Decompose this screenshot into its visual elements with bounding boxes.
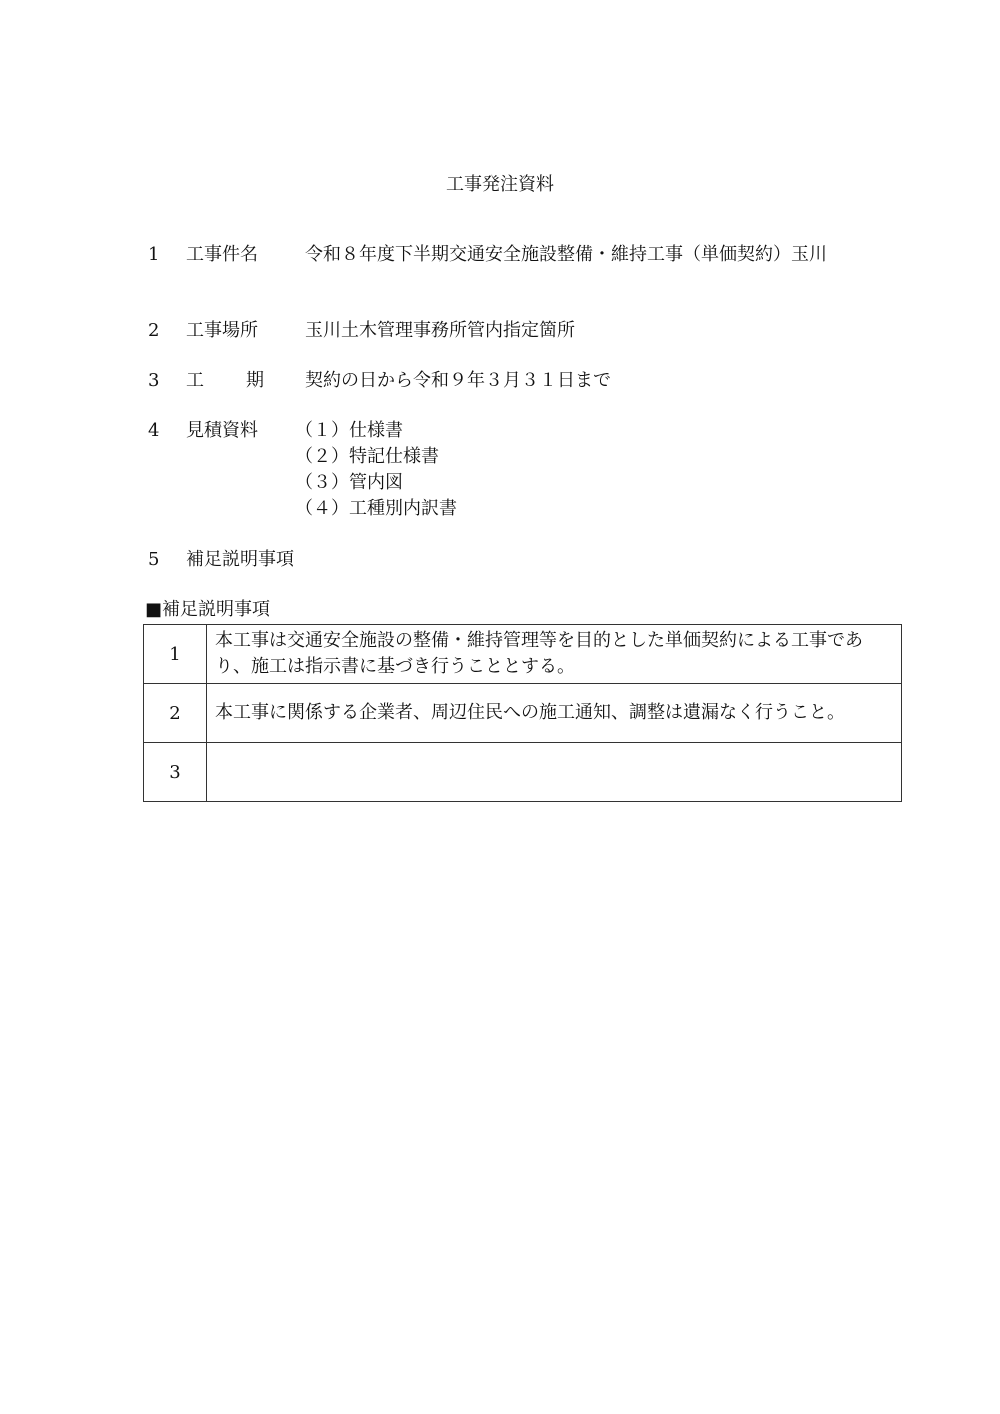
list-item: （２）特記仕様書: [295, 446, 439, 467]
section-number: 4: [148, 420, 160, 441]
construction-name-value: 令和８年度下半期交通安全施設整備・維持工事（単価契約）玉川: [305, 244, 827, 265]
section-label: 見積資料: [186, 420, 258, 441]
construction-period-value: 契約の日から令和９年３月３１日まで: [305, 370, 611, 391]
section-number: 5: [148, 549, 160, 570]
row-text: 本工事に関係する企業者、周辺住民への施工通知、調整は遺漏なく行うこと。: [207, 684, 902, 743]
section-label-part: 工: [186, 370, 204, 391]
table-row: [144, 684, 902, 743]
section-label: [186, 368, 264, 394]
section-label-part: 期: [246, 370, 264, 391]
section-number: 1: [148, 244, 160, 265]
row-number: 3: [144, 743, 207, 802]
row-number: 2: [144, 684, 207, 743]
estimate-materials-list: [295, 418, 457, 522]
table-row: [144, 625, 902, 684]
row-text: [207, 743, 902, 802]
row-text: 本工事は交通安全施設の整備・維持管理等を目的とした単価契約による工事であり、施工は指示書に基づき行うこととする。: [207, 625, 902, 684]
list-item: （４）工種別内訳書: [295, 498, 457, 519]
section-number: 2: [148, 320, 160, 341]
row-number: 1: [144, 625, 207, 684]
section-number: 3: [148, 370, 160, 391]
section-label: 補足説明事項: [186, 549, 294, 570]
section-label: 工事件名: [186, 244, 258, 265]
table-row: [144, 743, 902, 802]
construction-location-value: 玉川土木管理事務所管内指定箇所: [305, 320, 575, 341]
notes-table: [143, 624, 902, 802]
notes-table-caption: ■補足説明事項: [145, 599, 271, 620]
list-item: （１）仕様書: [295, 420, 403, 441]
document-title: 工事発注資料: [446, 174, 554, 195]
list-item: （３）管内図: [295, 472, 403, 493]
section-label: 工事場所: [186, 320, 258, 341]
